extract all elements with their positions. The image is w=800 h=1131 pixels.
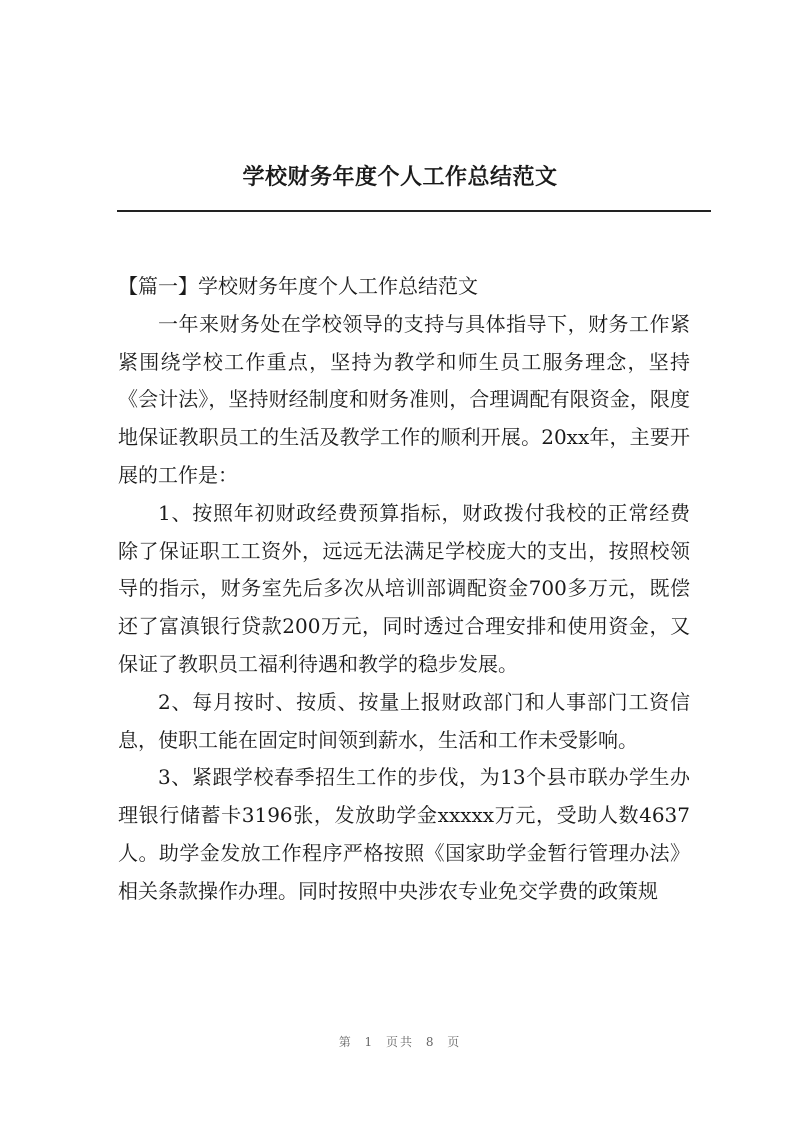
page-title: 学校财务年度个人工作总结范文: [242, 164, 558, 190]
page-footer: 第 1 页共 8 页: [338, 1035, 462, 1049]
title-divider: [117, 210, 711, 212]
paragraph-item-3: 3、紧跟学校春季招生工作的步伐，为13个县市联办学生办理银行储蓄卡3196张，发放助学金xxxxx万元，受助人数4637人。助学金发放工作程序严格按照《国家助学金暂行管理办法》相关条款操作办理。同时按照中央涉农专业免交学费的政策规: [118, 765, 690, 903]
section-heading: 【篇一】学校财务年度个人工作总结范文: [118, 274, 478, 298]
paragraph-item-1: 1、按照年初财政经费预算指标，财政拨付我校的正常经费除了保证职工工资外，远远无法满足学校庞大的支出，按照校领导的指示，财务室先后多次从培训部调配资金700多万元，既偿还了富滇银行贷款200万元，同时透过合理安排和使用资金，又保证了教职员工福利待遇和教学的稳步发展。: [118, 500, 690, 676]
document-body: [118, 268, 690, 911]
paragraph-item-2: 2、每月按时、按质、按量上报财政部门和人事部门工资信息，使职工能在固定时间领到薪水，生活和工作未受影响。: [118, 689, 690, 752]
paragraph-intro: 一年来财务处在学校领导的支持与具体指导下，财务工作紧紧围绕学校工作重点，坚持为教学和师生员工服务理念，坚持《会计法》，坚持财经制度和财务准则，合理调配有限资金，限度地保证教职员工的生活及教学工作的顺利开展。20xx年，主要开展的工作是：: [118, 311, 690, 487]
